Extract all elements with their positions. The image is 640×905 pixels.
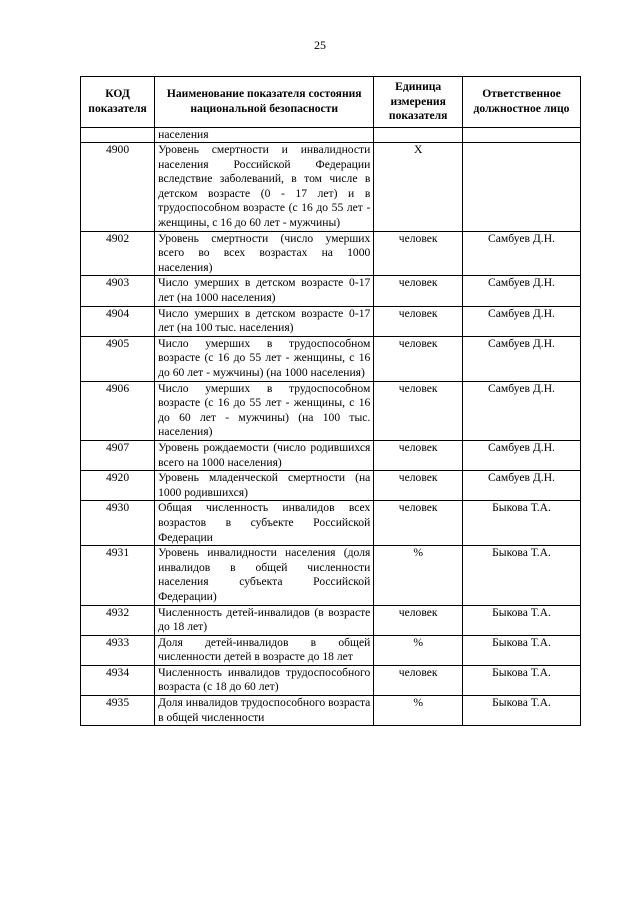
table-row [81,306,581,336]
cell-code: 4905 [81,336,155,381]
cell-code: 4900 [81,143,155,232]
cell-unit: человек [374,231,463,276]
header-name: Наименование показателя состояния национальной безопасности [155,77,374,128]
cell-name: Число умерших в трудоспособном возрасте (с 16 до 55 лет - женщины, с 16 до 60 лет - мужчины) (на 1000 населения) [155,336,374,381]
cell-name: Доля инвалидов трудоспособного возраста в общей численности [155,696,374,726]
cell-unit: % [374,546,463,605]
cell-name: Численность инвалидов трудоспособного возраста (с 18 до 60 лет) [155,665,374,695]
cell-name: Уровень рождаемости (число родившихся всего на 1000 населения) [155,440,374,470]
table-row [81,231,581,276]
table-row [81,696,581,726]
cell-unit: человек [374,336,463,381]
cell-unit: человек [374,276,463,306]
cell-responsible: Быкова Т.А. [463,635,581,665]
cell-responsible: Самбуев Д.Н. [463,231,581,276]
cell-responsible: Быкова Т.А. [463,501,581,546]
cell-name: Общая численность инвалидов всех возрастов в субъекте Российской Федерации [155,501,374,546]
cell-code: 4934 [81,665,155,695]
table-row [81,471,581,501]
cell-responsible: Самбуев Д.Н. [463,336,581,381]
table-row [81,501,581,546]
page-number: 25 [314,38,326,52]
cell-responsible: Самбуев Д.Н. [463,471,581,501]
header-code: КОД показателя [81,77,155,128]
table-row [81,665,581,695]
cell-unit: человек [374,440,463,470]
cell-unit: человек [374,306,463,336]
cell-responsible: Самбуев Д.Н. [463,381,581,440]
cell-name: Уровень младенческой смертности (на 1000 родившихся) [155,471,374,501]
cell-code [81,127,155,143]
cell-name: Уровень смертности и инвалидности населения Российской Федерации вследствие заболеваний, в том числе в детском возрасте (0 - 17 лет) и в трудоспособном возрасте (с 16 до 55 лет - женщины, с 16 до 60 лет - мужчины) [155,143,374,232]
table-row [81,127,581,143]
cell-unit: человек [374,665,463,695]
cell-code: 4933 [81,635,155,665]
cell-unit [374,127,463,143]
indicators-table [80,76,581,726]
cell-name: населения [155,127,374,143]
cell-responsible: Быкова Т.А. [463,605,581,635]
cell-unit: Х [374,143,463,232]
header-responsible: Ответственное должностное лицо [463,77,581,128]
cell-unit: человек [374,501,463,546]
cell-responsible: Быкова Т.А. [463,546,581,605]
cell-name: Уровень смертности (число умерших всего во всех возрастах на 1000 населения) [155,231,374,276]
cell-name: Доля детей-инвалидов в общей численности детей в возрасте до 18 лет [155,635,374,665]
table-row [81,546,581,605]
cell-code: 4904 [81,306,155,336]
cell-responsible [463,143,581,232]
cell-unit: человек [374,381,463,440]
cell-code: 4930 [81,501,155,546]
cell-unit: % [374,635,463,665]
table-row [81,143,581,232]
table-header-row [81,77,581,128]
header-unit: Единица измерения показателя [374,77,463,128]
cell-name: Численность детей-инвалидов (в возрасте до 18 лет) [155,605,374,635]
cell-name: Число умерших в детском возрасте 0-17 лет (на 100 тыс. населения) [155,306,374,336]
cell-code: 4931 [81,546,155,605]
cell-responsible: Самбуев Д.Н. [463,276,581,306]
table-row [81,336,581,381]
cell-responsible [463,127,581,143]
table-row [81,381,581,440]
table-row [81,276,581,306]
table-row [81,440,581,470]
cell-code: 4903 [81,276,155,306]
cell-responsible: Самбуев Д.Н. [463,306,581,336]
cell-code: 4902 [81,231,155,276]
cell-name: Число умерших в трудоспособном возрасте (с 16 до 55 лет - женщины, с 16 до 60 лет - мужчины) (на 100 тыс. населения) [155,381,374,440]
table-row [81,605,581,635]
cell-responsible: Самбуев Д.Н. [463,440,581,470]
cell-name: Число умерших в детском возрасте 0-17 лет (на 1000 населения) [155,276,374,306]
cell-unit: человек [374,605,463,635]
cell-code: 4920 [81,471,155,501]
cell-code: 4907 [81,440,155,470]
cell-unit: % [374,696,463,726]
cell-responsible: Быкова Т.А. [463,696,581,726]
cell-code: 4932 [81,605,155,635]
table-row [81,635,581,665]
cell-name: Уровень инвалидности населения (доля инвалидов в общей численности населения субъекта Российской Федерации) [155,546,374,605]
cell-code: 4906 [81,381,155,440]
cell-responsible: Быкова Т.А. [463,665,581,695]
cell-code: 4935 [81,696,155,726]
cell-unit: человек [374,471,463,501]
